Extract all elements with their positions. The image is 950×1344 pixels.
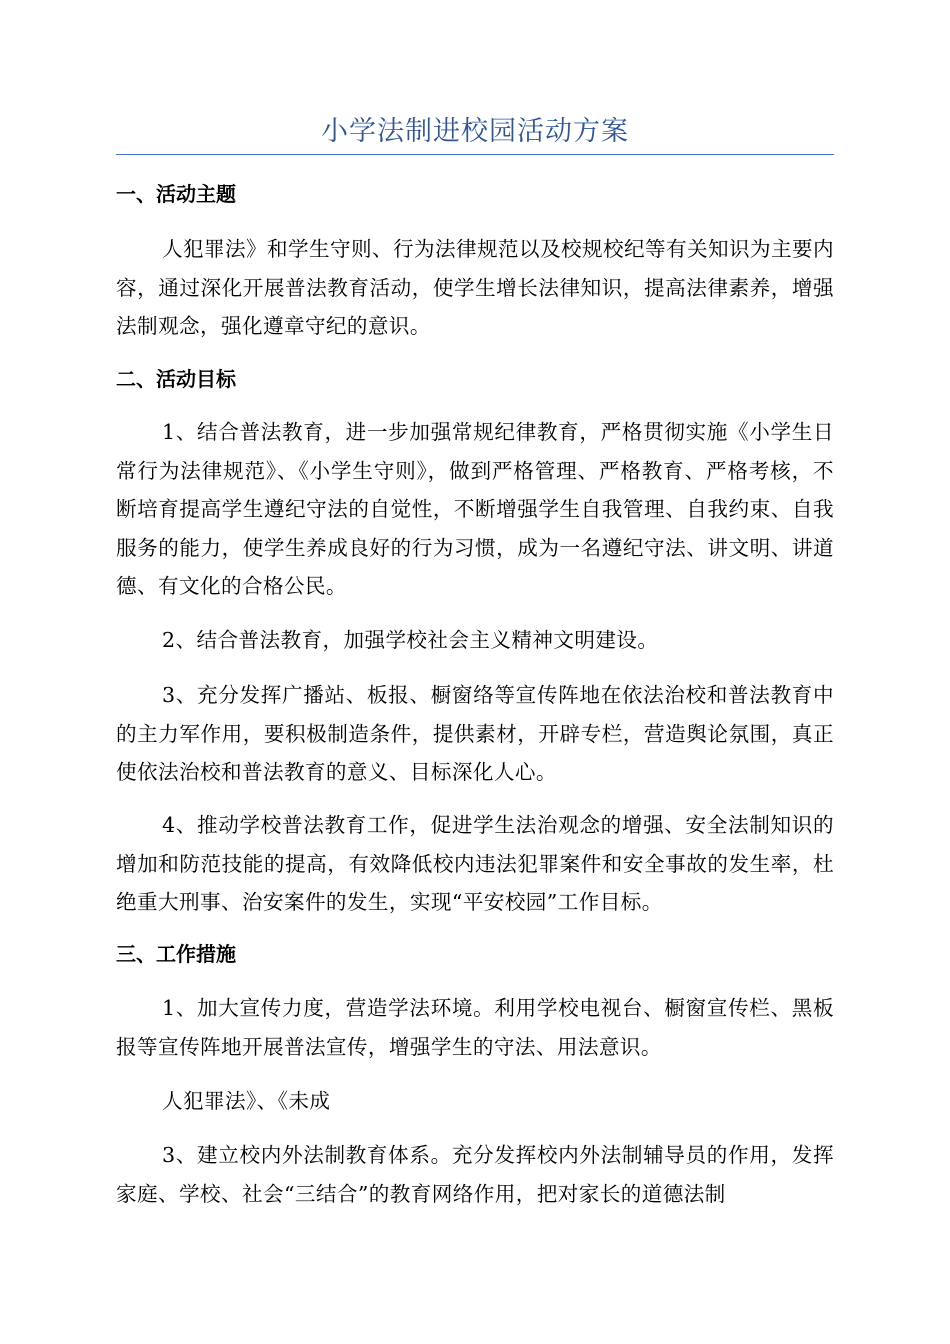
paragraph-measure-3: 3、建立校内外法制教育体系。充分发挥校内外法制辅导员的作用，发挥家庭、学校、社会“三结合”的教育网络作用，把对家长的道德法制 xyxy=(116,1143,834,1206)
section-heading-theme: 一、活动主题 xyxy=(116,182,236,206)
section-heading-goals: 二、活动目标 xyxy=(116,367,236,391)
title-underline xyxy=(116,154,834,155)
document-title: 小学法制进校园活动方案 xyxy=(321,116,629,147)
paragraph-goal-3: 3、充分发挥广播站、板报、橱窗络等宣传阵地在依法治校和普法教育中的主力军作用，要积极制造条件，提供素材，开辟专栏，营造舆论氛围，真正使依法治校和普法教育的意义、目标深化人心。 xyxy=(116,683,834,784)
section-heading-measures: 三、工作措施 xyxy=(116,942,236,966)
paragraph-goal-2: 2、结合普法教育，加强学校社会主义精神文明建设。 xyxy=(162,628,659,652)
paragraph-measure-1: 1、加大宣传力度，营造学法环境。利用学校电视台、橱窗宣传栏、黑板报等宣传阵地开展普法宣传，增强学生的守法、用法意识。 xyxy=(116,996,834,1059)
paragraph-theme: 人犯罪法》和学生守则、行为法律规范以及校规校纪等有关知识为主要内容，通过深化开展普法教育活动，使学生增长法律知识，提高法律素养，增强法制观念，强化遵章守纪的意识。 xyxy=(116,237,834,338)
paragraph-goal-4: 4、推动学校普法教育工作，促进学生法治观念的增强、安全法制知识的增加和防范技能的提高，有效降低校内违法犯罪案件和安全事故的发生率，杜绝重大刑事、治安案件的发生，实现“平安校园”工作目标。 xyxy=(116,813,834,914)
paragraph-goal-1: 1、结合普法教育，进一步加强常规纪律教育，严格贯彻实施《小学生日常行为法律规范》、《小学生守则》，做到严格管理、严格教育、严格考核，不断培育提高学生遵纪守法的自觉性，不断增强学生自我管理、自我约束、自我服务的能力，使学生养成良好的行为习惯，成为一名遵纪守法、讲文明、讲道德、有文化的合格公民。 xyxy=(116,420,834,598)
paragraph-measure-2: 人犯罪法》、《未成 xyxy=(162,1089,331,1113)
